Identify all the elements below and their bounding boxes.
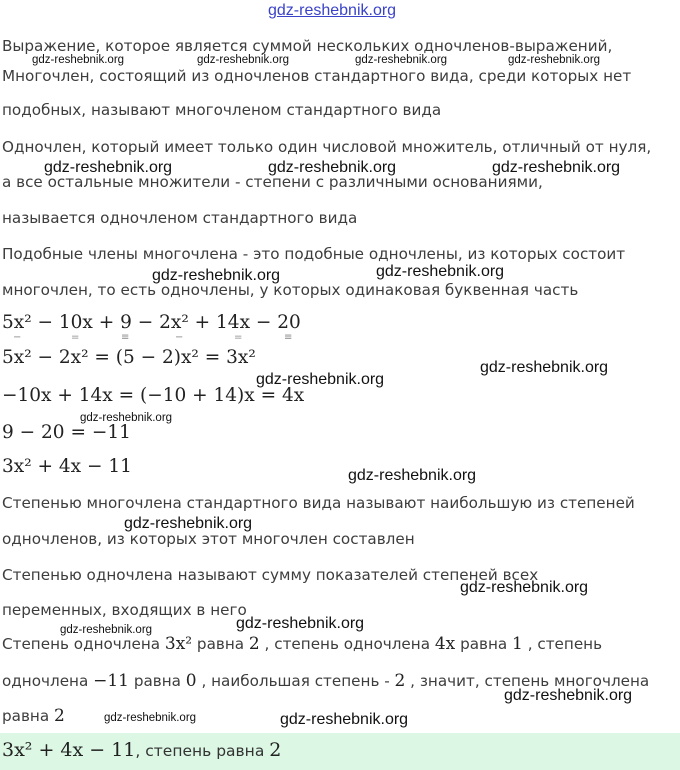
math-3x2: 3x² — [164, 634, 193, 654]
watermark: gdz-reshebnik.org — [60, 624, 153, 636]
watermark: gdz-reshebnik.org — [197, 54, 290, 66]
para3-line2: многочлен, то есть одночлены, у которых одинаковая буквенная часть — [2, 281, 579, 299]
math-eq1: 5x² − 10x + 9 − 2x² + 14x − 20 — [2, 312, 301, 333]
para4-line1: Степенью многочлена стандартного вида называют наибольшую из степеней — [2, 494, 635, 512]
para1-line3: подобных, называют многочленом стандартного вида — [2, 101, 442, 119]
watermark: gdz-reshebnik.org — [460, 579, 589, 596]
site-watermark-link[interactable]: gdz-reshebnik.org — [268, 2, 397, 19]
watermark: gdz-reshebnik.org — [504, 687, 633, 704]
para6-line1: Степень одночлена 3x² равна 2 , степень одночлена 4x равна 1 , степень — [2, 634, 603, 654]
watermark: gdz-reshebnik.org — [492, 159, 621, 176]
math-4x: 4x — [434, 634, 456, 654]
math-2b: 2 — [394, 671, 406, 691]
para5-line1: Степенью одночлена называют сумму показателей степеней всех — [2, 566, 539, 584]
math-eq2: 5x² − 2x² = (5 − 2)x² = 3x² — [2, 347, 256, 368]
watermark: gdz-reshebnik.org — [152, 267, 281, 284]
answer-line — [2, 739, 281, 761]
para4-line2: одночленов, из которых этот многочлен составлен — [2, 530, 415, 548]
para2-line3: называется одночленом стандартного вида — [2, 209, 358, 227]
para2-line1: Одночлен, который имеет только один числовой множитель, отличный от нуля, — [2, 138, 652, 156]
watermark: gdz-reshebnik.org — [355, 54, 448, 66]
mark-3: ≡ — [121, 332, 130, 343]
watermark: gdz-reshebnik.org — [480, 359, 609, 376]
para2-line2: а все остальные множители - степени с различными основаниями, — [2, 173, 543, 191]
watermark: gdz-reshebnik.org — [32, 54, 125, 66]
math-2: 2 — [248, 634, 260, 654]
watermark: gdz-reshebnik.org — [376, 263, 505, 280]
watermark: gdz-reshebnik.org — [104, 712, 197, 724]
mark-4: − — [175, 332, 184, 343]
para5-line2: переменных, входящих в него — [2, 601, 247, 619]
watermark: gdz-reshebnik.org — [508, 54, 601, 66]
answer-value: 2 — [269, 739, 282, 761]
watermark: gdz-reshebnik.org — [348, 467, 477, 484]
math-0: 0 — [185, 671, 197, 691]
para6-line2: одночлена −11 равна 0 , наибольшая степень - 2 , значит, степень многочлена — [2, 671, 650, 691]
math-eq4: 9 − 20 = −11 — [2, 422, 131, 443]
para1-line2: Многочлен, состоящий из одночленов стандартного вида, среди которых нет — [2, 67, 632, 85]
mark-6: ≡ — [284, 332, 293, 343]
math-1: 1 — [512, 634, 523, 654]
math-eq3: −10x + 14x = (−10 + 14)x = 4x — [2, 385, 305, 406]
para6-line3: равна 2 — [2, 706, 65, 726]
math-eq5: 3x² + 4x − 11 — [2, 456, 132, 477]
answer-expression: 3x² + 4x − 11 — [2, 739, 136, 761]
answer-box — [0, 733, 680, 770]
mark-1: − — [13, 332, 22, 343]
mark-2: = — [71, 332, 80, 343]
watermark: gdz-reshebnik.org — [44, 159, 173, 176]
watermark: gdz-reshebnik.org — [124, 515, 253, 532]
mark-5: = — [234, 332, 243, 343]
para3-line1: Подобные члены многочлена - это подобные одночлены, из которых состоит — [2, 245, 626, 263]
para1-line1: Выражение, которое является суммой нескольких одночленов-выражений, — [2, 37, 613, 55]
watermark: gdz-reshebnik.org — [256, 371, 385, 388]
watermark: gdz-reshebnik.org — [280, 711, 409, 728]
answer-text: , степень равна — [135, 742, 270, 760]
math-2c: 2 — [53, 706, 65, 726]
watermark: gdz-reshebnik.org — [80, 412, 173, 424]
math-minus11: −11 — [93, 671, 129, 691]
watermark: gdz-reshebnik.org — [268, 159, 397, 176]
watermark: gdz-reshebnik.org — [236, 615, 365, 632]
